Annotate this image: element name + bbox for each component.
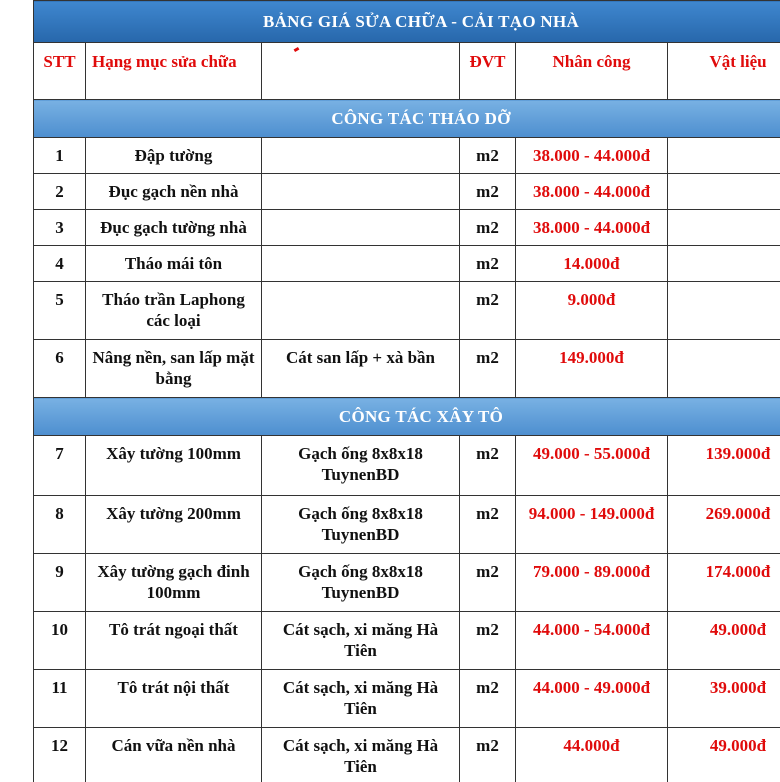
table-row: [34, 670, 780, 728]
cell-desc: Cát sạch, xi măng Hà Tiên: [262, 670, 460, 728]
header-material: Vật liệu: [668, 43, 780, 100]
table-row: [34, 728, 780, 782]
header-item: Hạng mục sửa chữa: [86, 43, 262, 100]
cell-unit: m2: [460, 282, 516, 340]
cell-desc: [262, 246, 460, 282]
section-header-row: [34, 398, 780, 436]
cell-labor: 44.000 - 54.000đ: [516, 612, 668, 670]
table-row: [34, 246, 780, 282]
cell-item: Tháo trần Laphong các loại: [86, 282, 262, 340]
table-row: [34, 138, 780, 174]
price-table: [33, 0, 780, 782]
section-header-row: [34, 100, 780, 138]
cell-item: Nâng nền, san lấp mặt bằng: [86, 340, 262, 398]
cell-item: Đục gạch tường nhà: [86, 210, 262, 246]
cell-unit: m2: [460, 210, 516, 246]
cell-desc: Gạch ống 8x8x18 TuynenBD: [262, 554, 460, 612]
cell-unit: m2: [460, 246, 516, 282]
cell-desc: [262, 210, 460, 246]
cell-stt: 11: [34, 670, 86, 728]
cell-desc: Cát sạch, xi măng Hà Tiên: [262, 728, 460, 782]
cell-labor: 149.000đ: [516, 340, 668, 398]
cell-labor: 38.000 - 44.000đ: [516, 138, 668, 174]
cell-item: Tô trát nội thất: [86, 670, 262, 728]
cell-unit: m2: [460, 496, 516, 554]
cell-stt: 7: [34, 436, 86, 496]
table-row: [34, 554, 780, 612]
cell-material: 49.000đ: [668, 612, 780, 670]
cell-labor: 44.000đ: [516, 728, 668, 782]
cell-material: 49.000đ: [668, 728, 780, 782]
cell-stt: 10: [34, 612, 86, 670]
cell-stt: 3: [34, 210, 86, 246]
cell-labor: 38.000 - 44.000đ: [516, 210, 668, 246]
header-labor: Nhân công: [516, 43, 668, 100]
table-row: [34, 282, 780, 340]
cell-labor: 79.000 - 89.000đ: [516, 554, 668, 612]
cell-stt: 6: [34, 340, 86, 398]
cell-item: Xây tường gạch đinh 100mm: [86, 554, 262, 612]
cell-unit: m2: [460, 138, 516, 174]
cell-material: [668, 282, 780, 340]
cell-stt: 1: [34, 138, 86, 174]
header-unit: ĐVT: [460, 43, 516, 100]
cell-unit: m2: [460, 728, 516, 782]
cell-stt: 12: [34, 728, 86, 782]
cell-stt: 5: [34, 282, 86, 340]
cell-material: 139.000đ: [668, 436, 780, 496]
header-material-desc: [262, 43, 460, 100]
cell-material: [668, 246, 780, 282]
cell-stt: 2: [34, 174, 86, 210]
cell-item: Tháo mái tôn: [86, 246, 262, 282]
table-title-row: [34, 1, 780, 43]
cell-unit: m2: [460, 612, 516, 670]
header-row: [34, 43, 780, 100]
cell-desc: [262, 282, 460, 340]
table-title: BẢNG GIÁ SỬA CHỮA - CẢI TẠO NHÀ: [34, 1, 780, 43]
cell-material: [668, 138, 780, 174]
cell-material: 269.000đ: [668, 496, 780, 554]
table-row: [34, 174, 780, 210]
cell-unit: m2: [460, 554, 516, 612]
cell-item: Cán vữa nền nhà: [86, 728, 262, 782]
cell-material: 39.000đ: [668, 670, 780, 728]
cell-labor: 14.000đ: [516, 246, 668, 282]
cell-item: Xây tường 100mm: [86, 436, 262, 496]
table-row: [34, 436, 780, 496]
cell-item: Đập tường: [86, 138, 262, 174]
cell-desc: Cát san lấp + xà bần: [262, 340, 460, 398]
cell-labor: 9.000đ: [516, 282, 668, 340]
cell-labor: 49.000 - 55.000đ: [516, 436, 668, 496]
cell-desc: Gạch ống 8x8x18 TuynenBD: [262, 496, 460, 554]
cell-desc: Gạch ống 8x8x18 TuynenBD: [262, 436, 460, 496]
cell-stt: 9: [34, 554, 86, 612]
cell-item: Đục gạch nền nhà: [86, 174, 262, 210]
cell-material: [668, 340, 780, 398]
price-table-container: [33, 0, 780, 782]
cell-labor: 38.000 - 44.000đ: [516, 174, 668, 210]
cell-unit: m2: [460, 670, 516, 728]
table-row: [34, 340, 780, 398]
cell-desc: [262, 138, 460, 174]
section-title: CÔNG TÁC XÂY TÔ: [34, 398, 780, 436]
cell-material: 174.000đ: [668, 554, 780, 612]
cell-desc: Cát sạch, xi măng Hà Tiên: [262, 612, 460, 670]
cell-unit: m2: [460, 340, 516, 398]
cell-material: [668, 210, 780, 246]
cell-desc: [262, 174, 460, 210]
cell-labor: 94.000 - 149.000đ: [516, 496, 668, 554]
table-row: [34, 496, 780, 554]
cell-unit: m2: [460, 174, 516, 210]
cell-item: Xây tường 200mm: [86, 496, 262, 554]
table-row: [34, 612, 780, 670]
cell-material: [668, 174, 780, 210]
section-title: CÔNG TÁC THÁO DỠ: [34, 100, 780, 138]
cell-stt: 4: [34, 246, 86, 282]
cell-stt: 8: [34, 496, 86, 554]
cell-item: Tô trát ngoại thất: [86, 612, 262, 670]
table-row: [34, 210, 780, 246]
cell-unit: m2: [460, 436, 516, 496]
cell-labor: 44.000 - 49.000đ: [516, 670, 668, 728]
header-stt: STT: [34, 43, 86, 100]
